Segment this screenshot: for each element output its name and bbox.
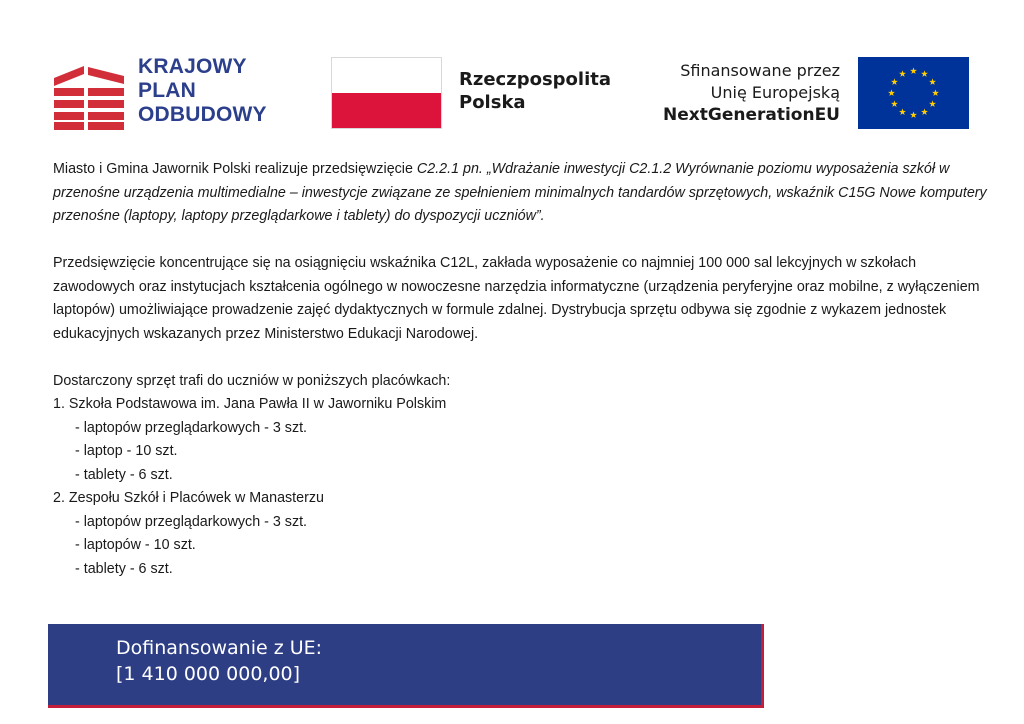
list-item: - tablety - 6 szt. <box>75 560 173 577</box>
kpo-logo-icon <box>54 58 124 130</box>
poland-wordmark <box>459 68 611 114</box>
funding-banner <box>48 624 764 708</box>
description-paragraph: Przedsięwzięcie koncentrujące się na osiągnięciu wskaźnika C12L, zakłada wyposażenie co najmniej 100 000 sal lekcyjnych w szkołach zawodowych oraz instytucjach kształcenia ogólnego w nowoczesne narzędzia informatyczne (urządzenia peryferyjne oraz mobilne, z wyłączeniem laptopów) umożliwiające prowadzenie zajęć dydaktycznych w formule zdalnej. Dystrybucja sprzętu odbywa się zgodnie z wykazem jednostek edukacyjnych wskazanych przez Ministerstwo Edukacji Narodowej. <box>53 255 980 342</box>
eu-star-icon <box>929 100 936 107</box>
eu-line-3: NextGenerationEU <box>663 105 840 125</box>
eu-star-icon <box>910 111 917 118</box>
eu-flag-icon <box>858 57 969 129</box>
funding-amount: [1 410 000 000,00] <box>116 663 301 685</box>
list-item: - laptopów przeglądarkowych - 3 szt. <box>75 419 308 436</box>
list-item: - laptop - 10 szt. <box>75 443 178 459</box>
eu-star-icon <box>921 108 928 115</box>
school-name: 1. Szkoła Podstawowa im. Jana Pawła II w Jaworniku Polskim <box>53 396 447 412</box>
eu-funding-text <box>663 60 840 126</box>
poland-line-1: Rzeczpospolita <box>459 69 611 90</box>
eu-star-icon <box>910 67 917 74</box>
poland-flag-icon <box>331 57 442 129</box>
school-2 <box>53 487 993 581</box>
eu-star-icon <box>932 89 939 96</box>
school-1 <box>53 393 993 487</box>
list-intro: Dostarczony sprzęt trafi do uczniów w poniższych placówkach: <box>53 372 451 389</box>
eu-star-icon <box>921 70 928 77</box>
eu-star-icon <box>929 78 936 85</box>
main-content <box>53 158 993 581</box>
kpo-line-1: KRAJOWY <box>138 55 247 78</box>
kpo-wordmark <box>138 55 267 127</box>
school-name: 2. Zespołu Szkół i Placówek w Manasterzu <box>53 490 324 506</box>
funding-label: Dofinansowanie z UE: <box>116 637 323 659</box>
kpo-line-3: ODBUDOWY <box>138 103 267 126</box>
list-item: - tablety - 6 szt. <box>75 466 173 483</box>
list-item: - laptopów - 10 szt. <box>75 537 196 553</box>
intro-paragraph <box>53 158 993 229</box>
intro-italic: C2.2.1 pn. „Wdrażanie inwestycji C2.1.2 Wyrównanie poziomu wyposażenia szkół w przenośne urządzenia multimedialne – inwestycje związane ze spełnieniem minimalnych tandardów sprzętowych, wskaźnik C15G Nowe komputery przenośne (laptopy, laptopy przeglądarkowe i tablety) do dyspozycji uczniów”. <box>53 161 987 224</box>
eu-star-icon <box>891 78 898 85</box>
logo-bar <box>0 0 1024 140</box>
eu-star-icon <box>891 100 898 107</box>
kpo-line-2: PLAN <box>138 79 196 102</box>
eu-line-2: Unię Europejską <box>710 83 840 102</box>
funding-text <box>116 635 322 687</box>
poland-line-2: Polska <box>459 92 526 113</box>
eu-star-icon <box>899 70 906 77</box>
eu-star-icon <box>899 108 906 115</box>
intro-plain: Miasto i Gmina Jawornik Polski realizuje przedsięwzięcie <box>53 161 417 177</box>
list-item: - laptopów przeglądarkowych - 3 szt. <box>75 513 308 530</box>
eu-line-1: Sfinansowane przez <box>680 61 840 80</box>
eu-star-icon <box>888 89 895 96</box>
